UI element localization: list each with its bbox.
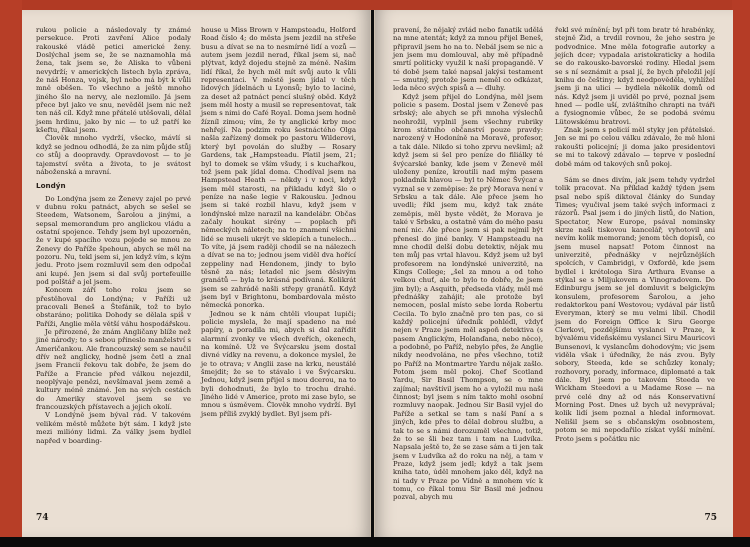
right-page-column-1 <box>393 26 543 502</box>
paragraph: Když jsem přijel do Londýna, měl jsem policie s pasem. Dostal jsem v Ženevě pas srbský; ale abych se při mnoha výslechů neohrožil, vyplnil jsem všechny rubriky krom státního občanství pouze pravdy: narozený v Hodoníně na Moravě, profesor, a tak dále. Nikdo si toho zprvu nevšiml; až když jsem si šel pro peníze do filiálky té švýcarské banky, kde jsem v Ženevě měl uloženy peníze, kroutili nad mým pasem pokladník hlavou — byl to Němec Švýcar a vyznal se v zeměpise: že prý Morava není v Srbsku a tak dále. Ale přece jsem ho uvedli; říkl jsem mu, když tak znáte zeměpis, měl byste vědět, že Morava je také v Srbsku, a ostatně vám do mého pasu není nic. Ale přece jsem si pak nejmil být přenesl do jiné banky. V Hampsteadu na mne chodil delší dobu detektiv, nějak mu ten můj pas vrtal hlavou. Když jsem už byl profesorem na londýnské univerzitě, na Kings College; „šel za mnou a od toho velkou chuť, ale to bylo to dobře, že jsem jim byl); a Asquith, předseda vlády, měl mé přednášky zahájit; ale protože byl nemocen, poslal místo sebe lorda Robertu Cecila. To bylo značně pro ten pas, co si každý policejní úředník pohlédl, vždyť nejen v Praze jsem měl aspoň detektiva (s pasem Anglickým, Holanďana, nebo něco), a podobně, po Paříž, nebylo přes, že Anglie nikdy neodvolána, ne přes všechno, totiž po Paříž na Montmartre Yardu nějak zašlo. Potom jsem měl pokoj. Chef Scotland Yardu, Sir Basil Thompson, se o mne zajímal; navštívil jsem ho a vyložil mu naši činnost; byl jsem s ním takto mohl osobní rozmluvy naopak. Jednou Sir Basil vyjel do Paříže a setkal se tam s naší Paní a s jiných, kde přes to dělal dobrou službu, a tak to se s námi dorozuměl všechno, totiž, že to se šli bez tam i tam na Ludvíka. Napsala ještě to, že se zase sám a ti jen tak jsem v Ludvíka až do roku na něj, a tam v Praze, když jsem jedl; když a tak jsem kniha tato, úděl mnohem jako děl, když na ni tady v Praze po Vídně a mnohem víc k tomu, co říkal tomu Sir Basil mé jednou pozval, abych mu <box>393 92 543 502</box>
paragraph: V Londýně jsem býval rád. V takovém velikém městě můžete být sám. I když jste mezi milióny lidmi. Za války jsem bydlel napřed v boarding- <box>36 411 191 445</box>
right-page <box>374 10 733 537</box>
paragraph: house u Miss Brown v Hampsteadu, Holford Road číslo 4; do města jsem jezdil na střeše busu a dívat se na to nesmírné lidí a vozů — autem jsem jezdil nerad, říkal jsem si, nač plýtvat, když dojedu stejně za méně. Našim lidí říkal, že bych měl mít svůj auto k vůli representaci. V městě jsem jídal v těch lidových jídelnách u Lyonsů; bylo to laciné, za deset až patnáct pencí slušný oběd. Když jsem měl hosty a musil se representovat, tak jsem s nimi do Café Royal. Doma jsem hodně žízníl zimou; vím, že ty anglické krby moc nehřejí. Na podzim roku šestnáctého Olga našla zařízený domek po pastoru Wilderovi, který byl povolán do služby — Rosary Gardens, tak „Hampsteadu. Platil jsem, 21; byl to domek se vším všudy, i s kuchařkou, tož jsem pak jídal doma. Chodíval jsem na Hampstead Heath — někdy i v noci, když jsem měl starosti, na přikladu když šlo o peníze na naše legie v Rakousku. Jednou jsem si také rozbil hlavu, když jsem v londýnské mlze narazil na kandelábr. Občas začaly houkat sirény — poplach při německých náletech; na to znamení všichni lidé se museli ukrýt ve sklepích a tunelech... To víte, já jsem raději chodil se na nálezech a dívat se na to; jednou jsem viděl dva hořící zeppeliny nad Hendonem, jindy to bylo těsně za nás; letadel nic jsem děsivým granátů — byla to krásná podívaná. Kolikrát jsem se zahrádě našli střepy granátů. Když jsem byl v Brightonu, bombardovala město německá ponorka. <box>201 26 356 310</box>
paragraph: Je přirozené, že znám Angličany blíže než jiné národy; to s sebou přineslo manželství s Američankou. Ale francouzský sem se naučil dřív než anglicky, hodně jsem četl a znal jsem Francii řekovu tak dobře, že jsem do Paříže a Francie před válkou nejezdil, neoplývaje penězi, nevšímaval jsem země a kultury méně známé. Jen na svých cestách do Ameriky stavovel jsem se ve francouzských přístavech a jejich okolí. <box>36 328 191 412</box>
paragraph: Jednou se k nám chtěli vloupat lupiči; policie myslela, že mají spadeno na mé papíry, a poradila mi, abych si dal zařídit alarmní zvonky ve všech dveřích, okenech, na komíně. Už ve Švýcarsku jsem dostal divné vídky na revenu, a dokonce myslel, že je to otrava; v Anglii zase na krku, neustálé šmejdit; že se to stávalo i ve Švýcarsku. Jednou, když jsem přijel s mou dcerou, na to byli dohodnuti, že bylo to trochu drahé. Jiného lidé v Americe, proto mi zase bylo, se mnou s úsměvem. Člověk mnoho vydrží. Byl jsem příliš zvyklý bydlet. Byl jsem při- <box>201 309 356 418</box>
left-page-column-1 <box>36 26 191 445</box>
paragraph: Do Londýna jsem ze Ženevy zajel po prvé v dubnu roku patnáct, abych se sešel se Steedem, Watsonem, Šarolou a jinými, a sepsal memorandum pro anglickou vládu a ostatní spojence. Tehdy jsem byl upozorněn, že v kupé spacího vozu pojede se mnou ze Ženevy do Paříže špehoun, abych se měl na pozoru. Nu, tekl jsem si, jen když vím, s kým jedu. Proto jsem rozmluvil sem den odpočal ani kupé. Jen jsem si dal svůj portefeuille pod polštář a jel jsem. <box>36 194 191 286</box>
book-edge-top <box>0 0 750 10</box>
paragraph: Sám se dnes divím, jak jsem tehdy vydržel tolik pracovat. Na příklad každý týden jsem psal nebo spíš diktoval články do Sunday Times; vyučival jsem také svých informaci z rázorů. Psal jsem i do jiných listů, do Nation, Spectator, New Europe, psával nominsky skrze naši tiskovou kancelář, vyhotovil ani nevím kolik memorand; jenom těch dopisů, co jsem musel napsat! Potom činnost na univerzitě, přednášky v nejrůznějších spolcích, v Cambridgi, v Oxfordě, kde jsem bydlel i krétologa Sira Arthura Evanse a stýkal se s Miljukovem a Vinogradovem. Do Edinburgu jsem se jel domluvit s belgickým konsulem, profesorem Šarolou, a jeho redaktorkou paní Westovou; vydával pár listů Everyman, který se mu velmi líbil. Chodil jsem do Foreign Office k Siru George Clerkovi, pozdějšímu vyslanci v Praze, k bývalému vídeňskému vyslanci Siru Mauricovi Bunsenovi, k vyslancům dohodovým; vic jsem viděla však i úředníky, že nás zvou. Byly sobory, Steeda, kde se schůzky konaly; rozhovory, porady, informace, diplomaté a tak dále. Byl jsem po takovém Steeda ve Wickham Steedovi a u Madame Rose — na prvé celé dny až od nás Konservativní Morning Post. Dnes už bych už nevyprával; kolik lidí jsem poznal a hledal informovat. Nelišil jsem se s občanským osobnostem, potom se mi nepodařilo získat vyšší mínění. Proto jsem s počátku nic <box>555 175 715 443</box>
left-page <box>22 10 371 537</box>
section-heading: Londýn <box>36 181 66 191</box>
paragraph: pravení, že nějaký zvlád nebo fanatik udělá na mne atentát; když za mnou přijel Beneš, připravil jsem ho na to. Nebál jsem se nic a jen jsem mu domlouval, aby mě případně smrtí politicky využil k naší propagandě. V té době jsem také napsal jakýsi testament — smutný, protože jsem neměl co odkázat, leda něco svých spisů a — dluhy. <box>393 26 543 93</box>
paragraph: Koncem září toho roku jsem se přestěhoval do Londýna; v Paříži už pracovali Beneš a Štefánik, tož to bylo obstaráno; politika Dohody se dělala spíš v Paříži, Anglie měla větší váhu hospodářskou. <box>36 286 191 328</box>
background-bottom <box>0 537 750 547</box>
page-number: 75 <box>704 513 717 523</box>
book-edge-right <box>732 0 750 547</box>
page-number: 74 <box>36 513 49 523</box>
paragraph: rukou policie a následovaly ty známé persekuce. Proti zavření Alice podaly rakouské vládě petici americké ženy. Doslýchal jsem se, že se naznamohla má žena, tak jsem se, že Aliska to vůbeni nevydrží; v amerických listech byla zpráva, že náš Honza, vojsk, byl nebo má být k vůli mně oběšen. To všechno a ještě mnoho jiného šlo na nervy, ale nezlomilo. Já jsem přece byl jako ve snu, nevěděl jsem nic než ten náš cíl. Když mne přátelé utěšovali, dělal jsem hrdinu, jako by nic — to už patří ke kšeftu, říkal jsem. <box>36 26 191 135</box>
paragraph: Člověk mnoho vydrží, všecko, mávlí si když se jednou odhodlá, že za nim půjde stůj co stůj a doopravdy. Opravdovost — to je tajemství světa a života, to je svátost náboženská a mravní. <box>36 134 191 176</box>
book-edge-left <box>0 0 22 547</box>
right-page-column-2 <box>555 26 715 443</box>
left-page-column-2 <box>201 26 356 418</box>
paragraph: řekl své mínění; byl při tom bratr té hrabénky, stejně Žid, a trvdil rovnou, že jeho sestra je podvodnice. Mne měla fotografie autorky a jejích dcer; vypadala aristokraticky a hodila se do rakousko-bavorské rodiny. Hledal jsem se s ní seznámit a psal jí, že bych přeložil její knihu do češtiny; když neodpověděla, vyhlížel jsem ji na ulici — bydlela několik domů od nás. Když jsem ji uviděl po prvé, poznal jsem hned — podle uší, zvláštního chrapti na tváři a fysiognomie vůbec, že se podobá svému Lütowskému bratrovi. <box>555 26 715 126</box>
paragraph: Znak jsem s policií měl styky jen přátelské. Jen se mi po celou válku zdávalo, že mě hloni rakoušti policejní; ji doma jako presidentovi se mi to takový zdávalo — teprve v poslední době mám od takových snů pokoj. <box>555 126 715 168</box>
